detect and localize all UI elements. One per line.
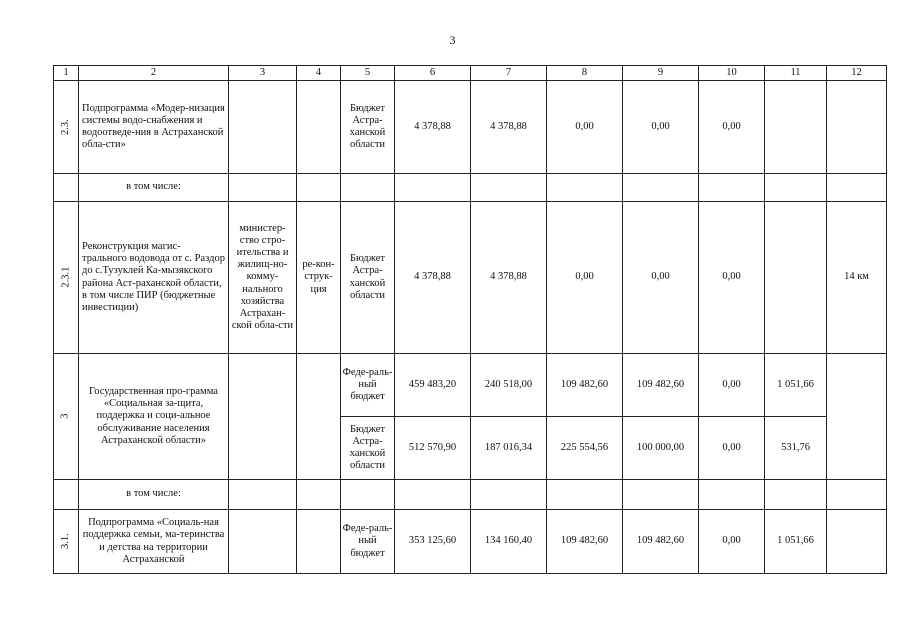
value-cell: 0,00 (547, 202, 623, 354)
empty-cell (395, 480, 471, 510)
budget-source: Феде-раль-ный бюджет (341, 354, 395, 417)
executor-cell (229, 354, 297, 480)
row-id: 3 (54, 354, 79, 480)
value-cell: 0,00 (623, 81, 699, 174)
header-cell: 4 (297, 66, 341, 81)
header-row (54, 66, 887, 81)
budget-source: Бюджет Астра-ханской области (341, 417, 395, 480)
value-cell: 4 378,88 (395, 81, 471, 174)
value-cell: 4 378,88 (471, 81, 547, 174)
empty-cell (229, 174, 297, 202)
empty-cell (341, 174, 395, 202)
budget-source: Бюджет Астра-ханской области (341, 202, 395, 354)
value-cell: 0,00 (547, 81, 623, 174)
value-cell: 0,00 (623, 202, 699, 354)
table-row (54, 81, 887, 174)
row-id (54, 480, 79, 510)
value-cell: 100 000,00 (623, 417, 699, 480)
header-cell: 2 (79, 66, 229, 81)
header-cell: 5 (341, 66, 395, 81)
table-row (54, 174, 887, 202)
empty-cell (297, 480, 341, 510)
value-cell: 531,76 (765, 417, 827, 480)
empty-cell (229, 480, 297, 510)
empty-cell (623, 174, 699, 202)
type-cell (297, 510, 341, 574)
empty-cell (297, 174, 341, 202)
header-cell: 9 (623, 66, 699, 81)
value-cell: 0,00 (699, 354, 765, 417)
empty-cell (699, 480, 765, 510)
value-cell: 109 482,60 (547, 354, 623, 417)
value-cell (827, 510, 887, 574)
value-cell: 353 125,60 (395, 510, 471, 574)
header-cell: 10 (699, 66, 765, 81)
value-cell (765, 202, 827, 354)
empty-cell (765, 174, 827, 202)
value-cell: 0,00 (699, 510, 765, 574)
empty-cell (827, 480, 887, 510)
table-row (54, 510, 887, 574)
empty-cell (827, 174, 887, 202)
row-id (54, 174, 79, 202)
header-cell: 3 (229, 66, 297, 81)
value-cell: 512 570,90 (395, 417, 471, 480)
value-cell: 0,00 (699, 417, 765, 480)
table-row (54, 354, 887, 417)
type-cell (297, 354, 341, 480)
header-cell: 12 (827, 66, 887, 81)
including-label: в том числе: (79, 174, 229, 202)
empty-cell (471, 480, 547, 510)
value-cell: 1 051,66 (765, 510, 827, 574)
value-cell: 4 378,88 (395, 202, 471, 354)
including-label: в том числе: (79, 480, 229, 510)
empty-cell (395, 174, 471, 202)
budget-source: Бюджет Астра-ханской области (341, 81, 395, 174)
value-cell: 0,00 (699, 202, 765, 354)
header-cell: 8 (547, 66, 623, 81)
value-cell: 109 482,60 (547, 510, 623, 574)
executor-cell: министер-ство стро-ительства и жилищ-но-комму-нального хозяйства Астрахан-ской обла-сти (229, 202, 297, 354)
value-cell: 187 016,34 (471, 417, 547, 480)
capacity-cell: 14 км (827, 202, 887, 354)
header-cell: 1 (54, 66, 79, 81)
empty-cell (341, 480, 395, 510)
empty-cell (471, 174, 547, 202)
value-cell: 240 518,00 (471, 354, 547, 417)
page-number: 3 (449, 33, 456, 47)
executor-cell (229, 510, 297, 574)
value-cell: 459 483,20 (395, 354, 471, 417)
table-row (54, 480, 887, 510)
row-id: 3.1. (54, 510, 79, 574)
budget-source: Феде-раль-ный бюджет (341, 510, 395, 574)
type-cell (297, 81, 341, 174)
value-cell: 109 482,60 (623, 354, 699, 417)
empty-cell (547, 480, 623, 510)
row-id: 2.3.1 (54, 202, 79, 354)
program-name: Государственная про-грамма «Социальная за-щита, поддержка и соци-альное обслуживание населения Астраханской области» (79, 354, 229, 480)
header-cell: 6 (395, 66, 471, 81)
value-cell: 109 482,60 (623, 510, 699, 574)
empty-cell (765, 480, 827, 510)
project-name: Реконструкция магис-трального водовода от с. Раздор до с.Тузуклей Ка-мызякского района Аст-раханской области, в том числе ПИР (бюджетные инвестиции) (79, 202, 229, 354)
program-name: Подпрограмма «Модер-низация системы водо-снабжения и водоотведе-ния в Астраханской обла-сти» (79, 81, 229, 174)
program-table (53, 65, 869, 565)
value-cell: 134 160,40 (471, 510, 547, 574)
value-cell: 0,00 (699, 81, 765, 174)
value-cell (765, 81, 827, 174)
table-row (54, 202, 887, 354)
value-cell (827, 354, 887, 480)
empty-cell (547, 174, 623, 202)
header-cell: 7 (471, 66, 547, 81)
empty-cell (699, 174, 765, 202)
empty-cell (623, 480, 699, 510)
type-cell: ре-кон-струк-ция (297, 202, 341, 354)
executor-cell (229, 81, 297, 174)
value-cell: 225 554,56 (547, 417, 623, 480)
header-cell: 11 (765, 66, 827, 81)
value-cell: 1 051,66 (765, 354, 827, 417)
program-name: Подпрограмма «Социаль-ная поддержка семьи, ма-теринства и детства на территории Астраханской (79, 510, 229, 574)
row-id: 2.3. (54, 81, 79, 174)
value-cell (827, 81, 887, 174)
value-cell: 4 378,88 (471, 202, 547, 354)
